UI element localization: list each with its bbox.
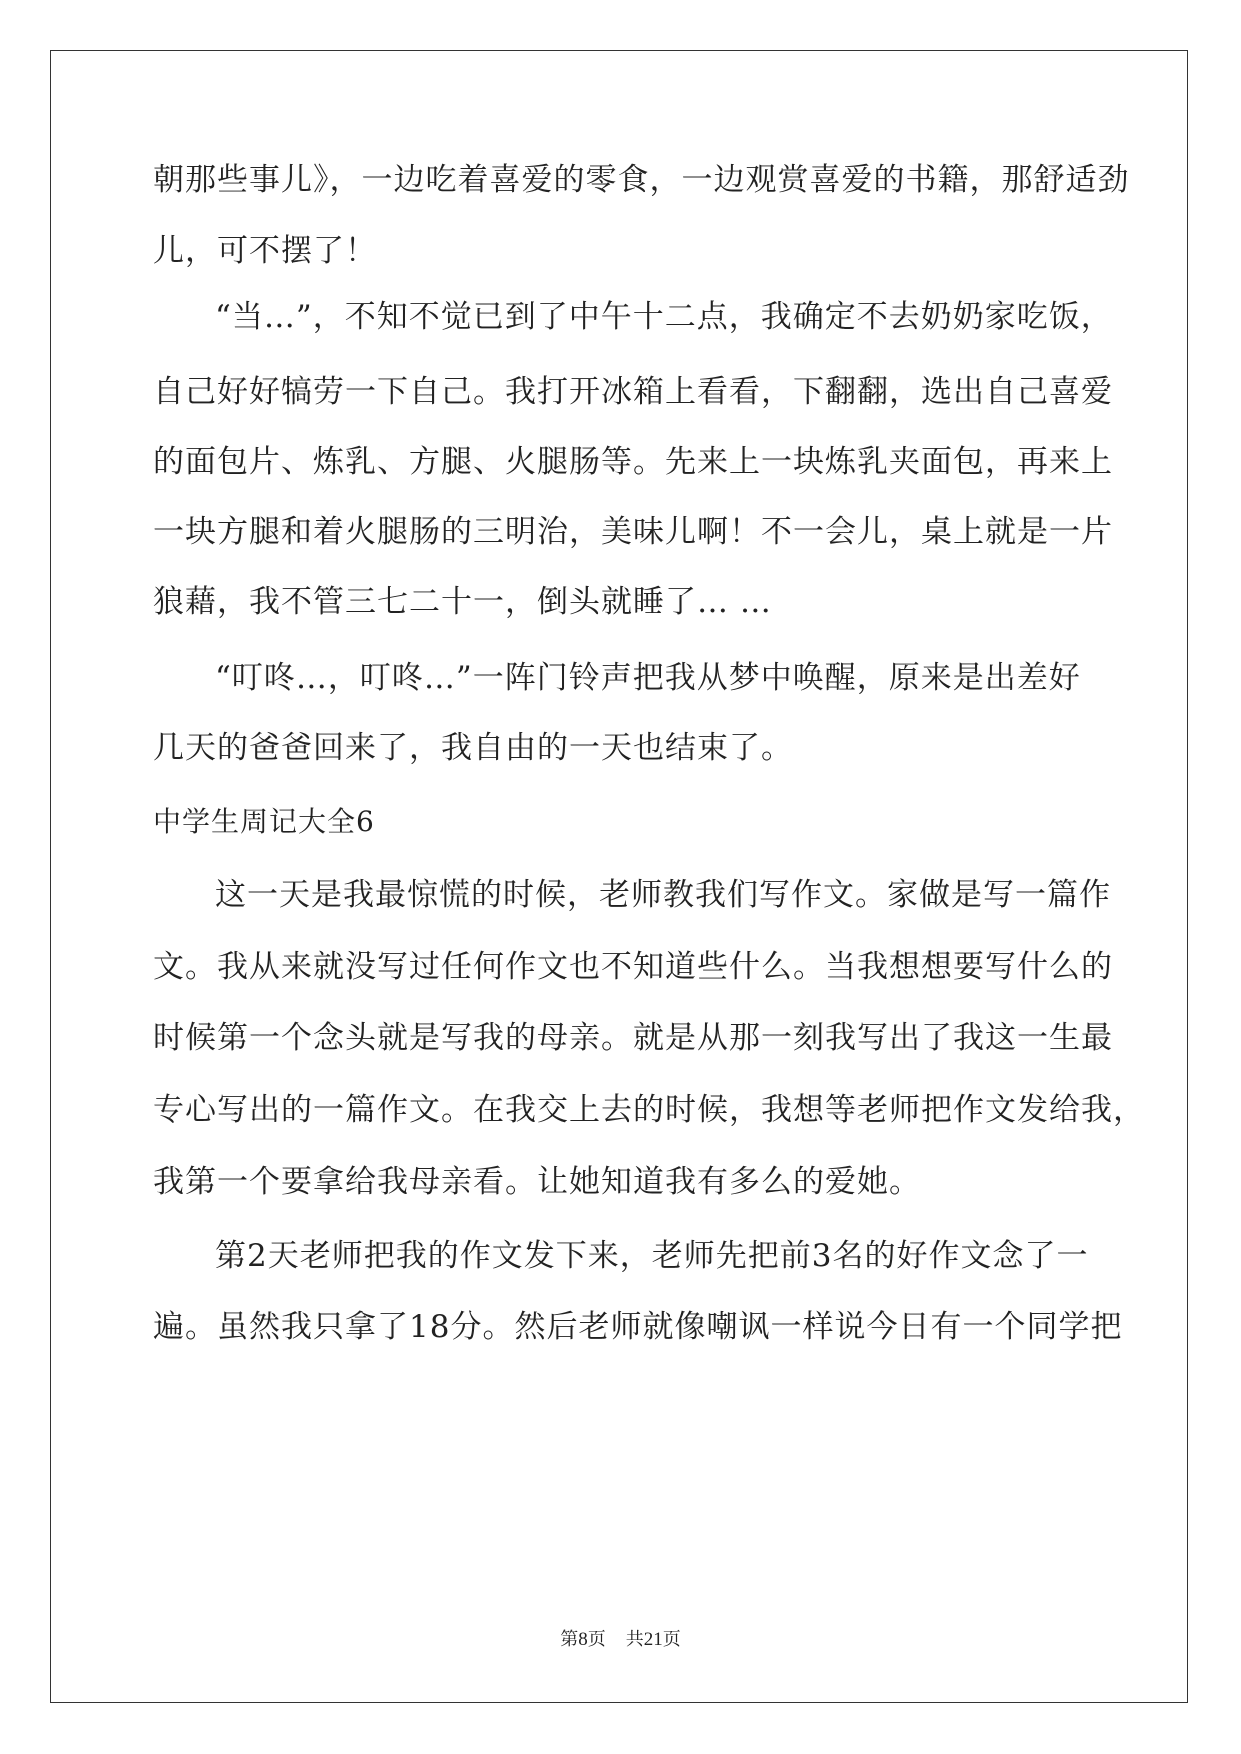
section-heading: 中学生周记大全6: [153, 805, 375, 838]
text-line: 的面包片、炼乳、方腿、火腿肠等。先来上一块炼乳夹面包，再来上: [153, 444, 1113, 480]
page-prefix: 第: [560, 1629, 579, 1650]
paragraph-first-line: “叮咚…，叮咚…”一阵门铃声把我从梦中唤醒，原来是出差好: [215, 660, 1081, 696]
text-line: 我第一个要拿给我母亲看。让她知道我有多么的爱她。: [153, 1164, 921, 1200]
text-line: 时候第一个念头就是写我的母亲。就是从那一刻我写出了我这一生最: [153, 1020, 1113, 1056]
page-number: 8: [578, 1629, 588, 1650]
text-line: 一块方腿和着火腿肠的三明治，美味儿啊！不一会儿，桌上就是一片: [153, 514, 1113, 550]
text-line: 自己好好犒劳一下自己。我打开冰箱上看看，下翻翻，选出自己喜爱: [153, 374, 1113, 410]
paragraph-first-line: 这一天是我最惊慌的时候，老师教我们写作文。家做是写一篇作: [215, 877, 1111, 913]
page-total: 21: [643, 1629, 663, 1650]
total-suffix: 页: [662, 1629, 681, 1650]
paragraph-first-line: 第2天老师把我的作文发下来，老师先把前3名的好作文念了一: [215, 1238, 1089, 1274]
page-suffix: 页: [587, 1629, 606, 1650]
text-line: 狼藉，我不管三七二十一，倒头就睡了… …: [153, 584, 772, 620]
text-line: 几天的爸爸回来了，我自由的一天也结束了。: [153, 730, 793, 766]
paragraph-first-line: “当…”，不知不觉已到了中午十二点，我确定不去奶奶家吃饭，: [215, 299, 1113, 335]
text-line: 专心写出的一篇作文。在我交上去的时候，我想等老师把作文发给我，: [153, 1092, 1145, 1128]
text-line: 遍。虽然我只拿了18分。然后老师就像嘲讽一样说今日有一个同学把: [153, 1309, 1123, 1345]
text-line: 文。我从来就没写过任何作文也不知道些什么。当我想想要写什么的: [153, 949, 1113, 985]
total-prefix: 共: [625, 1629, 644, 1650]
page-footer: [0, 1628, 1241, 1652]
text-line: 朝那些事儿》，一边吃着喜爱的零食，一边观赏喜爱的书籍，那舒适劲: [153, 162, 1130, 198]
text-line: 儿，可不摆了！: [153, 233, 377, 269]
